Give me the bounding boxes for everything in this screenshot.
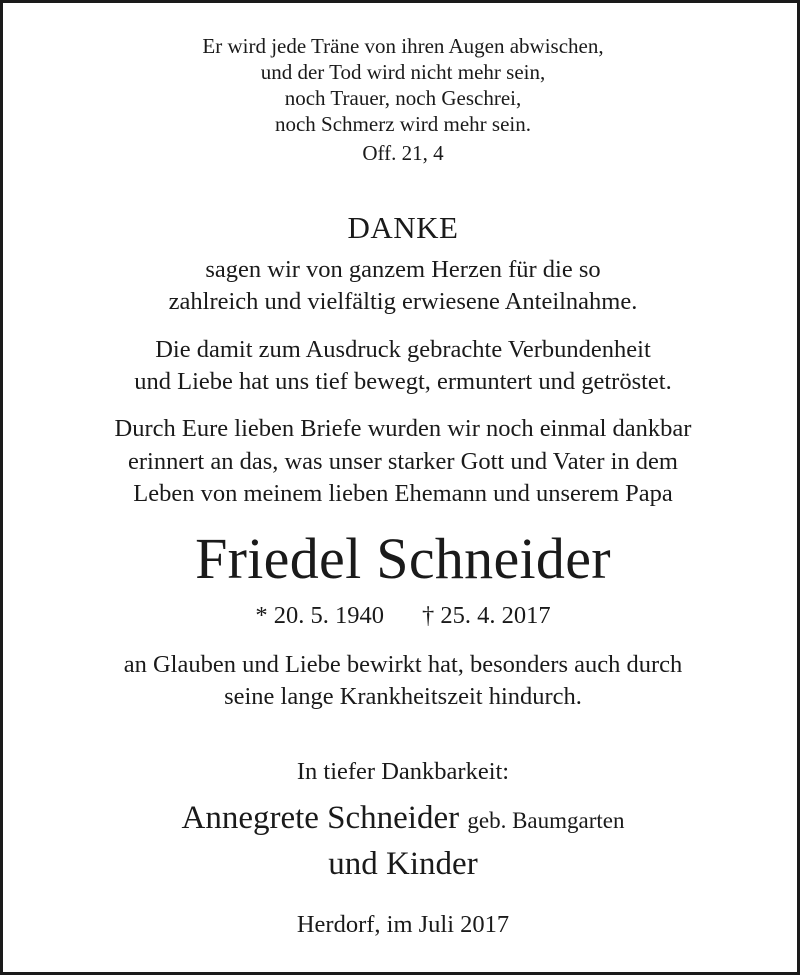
signer-family: und Kinder xyxy=(328,846,478,882)
paragraph-1-line-1: sagen wir von ganzem Herzen für die so xyxy=(205,256,601,283)
signer-name: Annegrete Schneider xyxy=(181,800,460,836)
verse-line-1: Er wird jede Träne von ihren Augen abwischen, xyxy=(202,34,604,58)
heading-danke: DANKE xyxy=(347,210,459,245)
verse-reference: Off. 21, 4 xyxy=(362,141,444,165)
verse-line-2: und der Tod wird nicht mehr sein, xyxy=(260,60,546,84)
verse-line-4: noch Schmerz wird mehr sein. xyxy=(274,112,531,136)
verse-line-3: noch Trauer, noch Geschrei, xyxy=(284,86,522,110)
birth-date: * 20. 5. 1940 xyxy=(255,602,384,629)
paragraph-2-line-2: und Liebe hat uns tief bewegt, ermuntert und getröstet. xyxy=(134,368,672,395)
signer-line xyxy=(3,802,800,835)
life-dates xyxy=(3,604,800,629)
closing-line-1: an Glauben und Liebe bewirkt hat, besonders auch durch xyxy=(123,651,683,678)
signature-intro: In tiefer Dankbarkeit: xyxy=(296,758,510,785)
death-date: † 25. 4. 2017 xyxy=(422,602,551,629)
signer-maiden-name: geb. Baumgarten xyxy=(467,808,625,833)
deceased-name: Friedel Schneider xyxy=(195,526,611,591)
paragraph-2-line-1: Die damit zum Ausdruck gebrachte Verbundenheit xyxy=(155,336,651,363)
place-date: Herdorf, im Juli 2017 xyxy=(296,911,510,938)
paragraph-1-line-2: zahlreich und vielfältig erwiesene Anteilnahme. xyxy=(168,288,638,315)
paragraph-3-line-1: Durch Eure lieben Briefe wurden wir noch einmal dankbar xyxy=(114,415,692,442)
paragraph-3-line-2: erinnert an das, was unser starker Gott und Vater in dem xyxy=(128,448,678,475)
paragraph-3-line-3: Leben von meinem lieben Ehemann und unserem Papa xyxy=(133,480,673,507)
closing-line-2: seine lange Krankheitszeit hindurch. xyxy=(224,683,582,710)
